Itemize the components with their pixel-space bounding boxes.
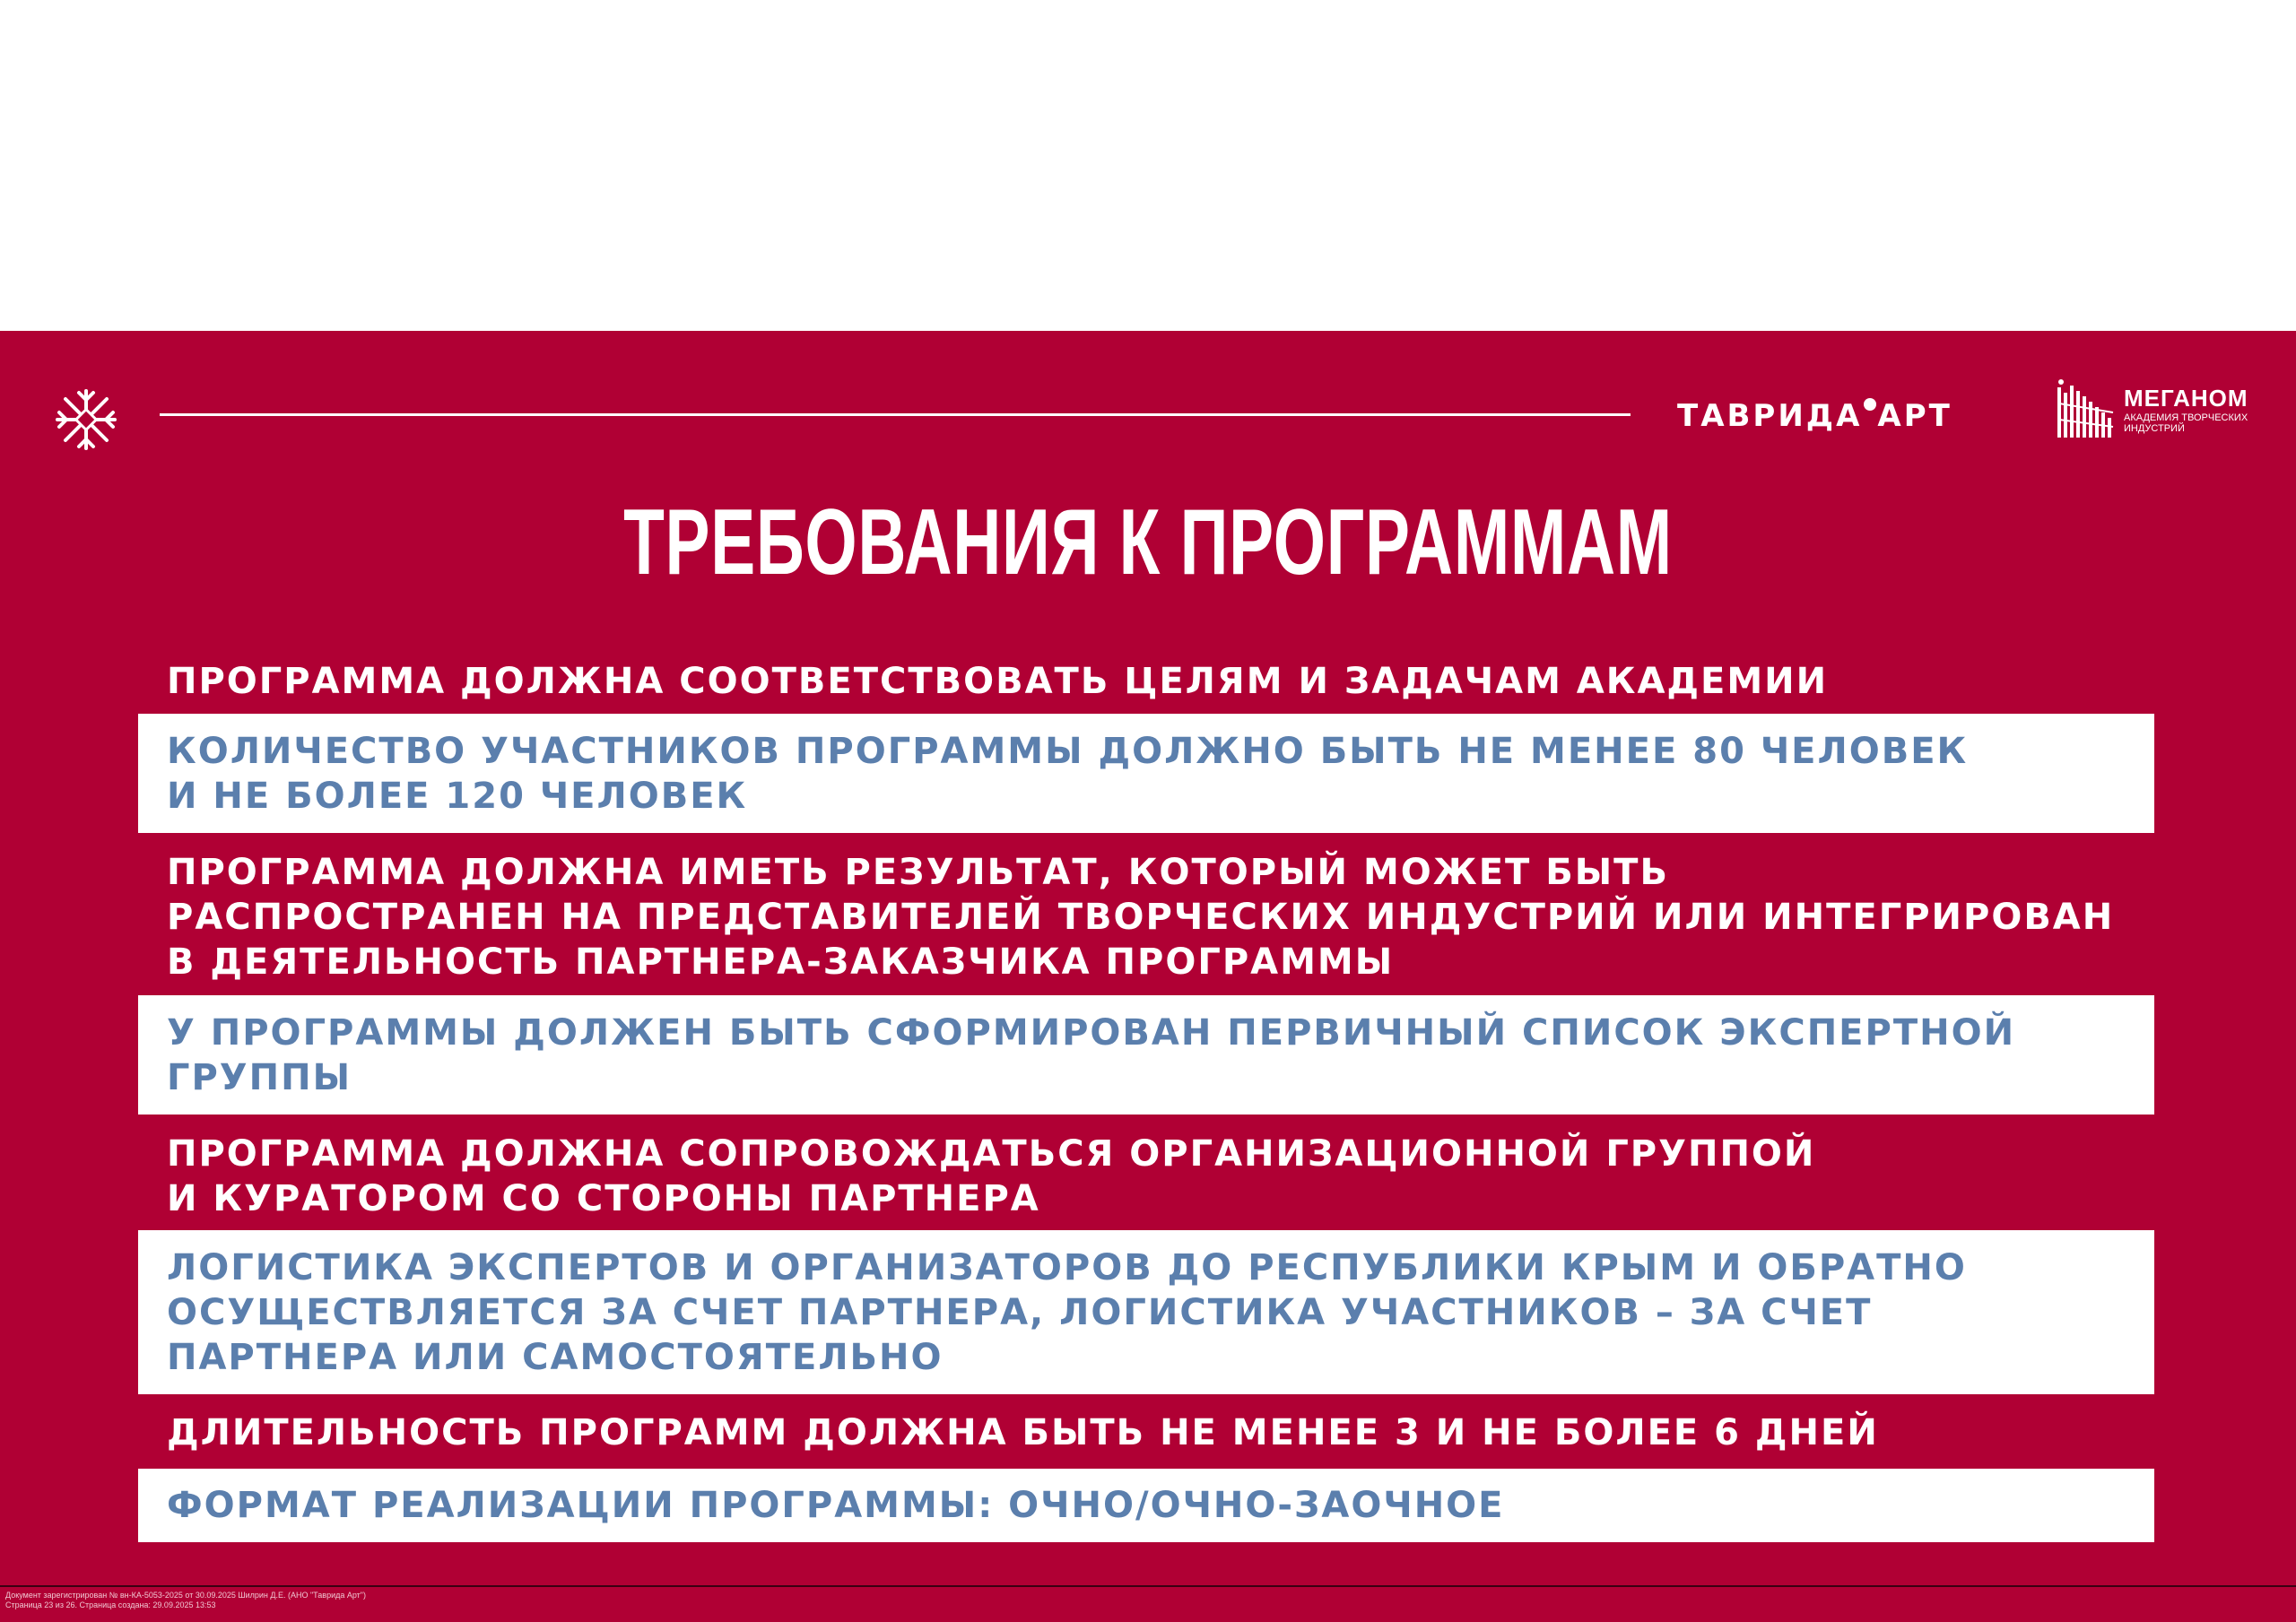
requirement-line: ЛОГИСТИКА ЭКСПЕРТОВ И ОРГАНИЗАТОРОВ ДО РЕСПУБЛИКИ КРЫМ И ОБРАТНО	[167, 1247, 1967, 1288]
requirement-line: В ДЕЯТЕЛЬНОСТЬ ПАРТНЕРА-ЗАКАЗЧИКА ПРОГРАММЫ	[167, 941, 1395, 983]
requirement-line: И КУРАТОРОМ СО СТОРОНЫ ПАРТНЕРА	[167, 1178, 1040, 1219]
meganom-logo	[2054, 377, 2251, 441]
requirement-line: ГРУППЫ	[167, 1057, 352, 1098]
footer-line-2: Страница 23 из 26. Страница создана: 29.09.2025 13:53	[5, 1600, 216, 1609]
requirement-line: ПРОГРАММА ДОЛЖНА ИМЕТЬ РЕЗУЛЬТАТ, КОТОРЫЙ МОЖЕТ БЫТЬ	[167, 852, 1669, 893]
footer-line-1: Документ зарегистрирован № вн-КА-5053-2025 от 30.09.2025 Шилрин Д.Е. (АНО "Таврида Арт")	[5, 1591, 366, 1600]
requirement-7	[138, 1410, 2154, 1455]
requirement-2	[138, 714, 2154, 833]
requirement-1	[138, 659, 2154, 704]
snowflake-icon	[52, 386, 120, 454]
header-divider	[160, 413, 1631, 416]
requirement-line: КОЛИЧЕСТВО УЧАСТНИКОВ ПРОГРАММЫ ДОЛЖНО БЫТЬ НЕ МЕНЕЕ 80 ЧЕЛОВЕК	[167, 731, 1969, 772]
requirement-line: ДЛИТЕЛЬНОСТЬ ПРОГРАММ ДОЛЖНА БЫТЬ НЕ МЕНЕЕ 3 И НЕ БОЛЕЕ 6 ДНЕЙ	[167, 1412, 1879, 1453]
requirement-4	[138, 995, 2154, 1115]
requirement-6	[138, 1230, 2154, 1394]
tavrida-logo-right: АРТ	[1877, 398, 1952, 434]
footer-divider	[0, 1585, 2296, 1587]
tavrida-logo-left: ТАВРИДА	[1677, 398, 1863, 434]
requirement-line: И НЕ БОЛЕЕ 120 ЧЕЛОВЕК	[167, 776, 748, 817]
requirement-line: ПРОГРАММА ДОЛЖНА СООТВЕТСТВОВАТЬ ЦЕЛЯМ И ЗАДАЧАМ АКАДЕМИИ	[167, 661, 1829, 702]
requirement-line: РАСПРОСТРАНЕН НА ПРЕДСТАВИТЕЛЕЙ ТВОРЧЕСКИХ ИНДУСТРИЙ ИЛИ ИНТЕГРИРОВАН	[167, 897, 2115, 938]
requirement-3	[138, 850, 2154, 984]
requirement-line: У ПРОГРАММЫ ДОЛЖЕН БЫТЬ СФОРМИРОВАН ПЕРВИЧНЫЙ СПИСОК ЭКСПЕРТНОЙ	[167, 1012, 2016, 1054]
requirement-8	[138, 1469, 2154, 1542]
meganom-building-icon	[2054, 377, 2118, 441]
requirement-line: ОСУЩЕСТВЛЯЕТСЯ ЗА СЧЕТ ПАРТНЕРА, ЛОГИСТИКА УЧАСТНИКОВ – ЗА СЧЕТ	[167, 1292, 1873, 1333]
meganom-subtitle: АКАДЕМИЯ ТВОРЧЕСКИХ ИНДУСТРИЙ	[2124, 412, 2248, 434]
tavrida-art-logo	[1677, 398, 1952, 434]
meganom-name: МЕГАНОМ	[2124, 385, 2248, 412]
logo-dot-icon	[1864, 398, 1876, 411]
requirement-line: ФОРМАТ РЕАЛИЗАЦИИ ПРОГРАММЫ: ОЧНО/ОЧНО-ЗАОЧНОЕ	[167, 1485, 1505, 1526]
requirement-line: ПАРТНЕРА ИЛИ САМОСТОЯТЕЛЬНО	[167, 1337, 944, 1378]
requirement-5	[138, 1132, 2154, 1221]
page-title: ТРЕБОВАНИЯ К ПРОГРАММАМ	[623, 490, 1673, 594]
registration-footer	[5, 1591, 366, 1610]
requirement-line: ПРОГРАММА ДОЛЖНА СОПРОВОЖДАТЬСЯ ОРГАНИЗАЦИОННОЙ ГРУППОЙ	[167, 1133, 1816, 1175]
